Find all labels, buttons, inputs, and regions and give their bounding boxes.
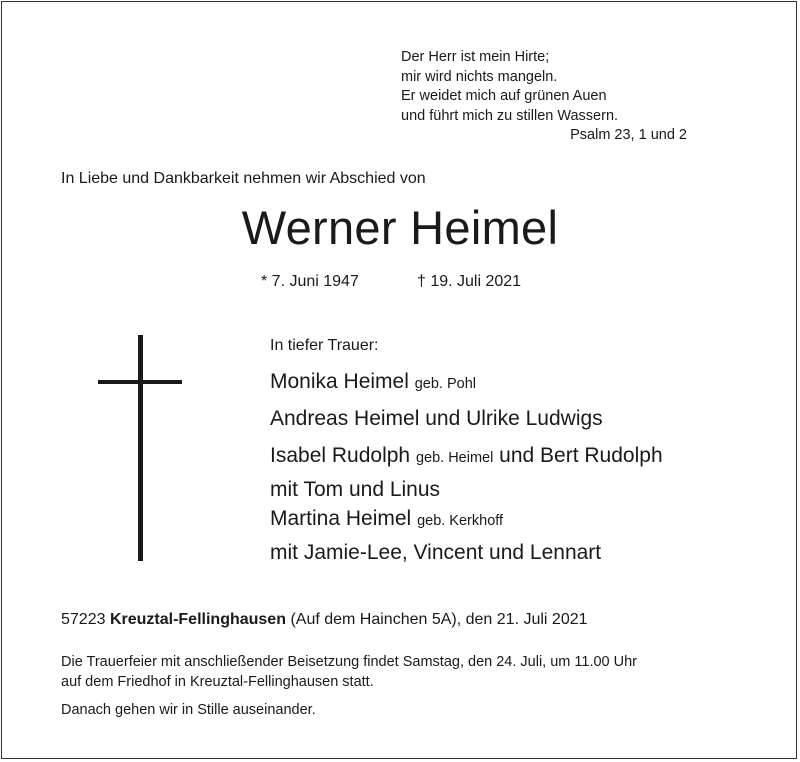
mourner-name: Andreas Heimel und Ulrike Ludwigs [270,407,603,430]
cross-vertical-bar [138,335,143,561]
verse-line: mir wird nichts mangeln. [401,68,558,85]
mourner-children: mit Jamie-Lee, Vincent und Lennart [270,541,602,564]
mourner-name: Monika Heimel [270,370,409,393]
verse-line: und führt mich zu stillen Wassern. [401,107,619,124]
funeral-info-line: Die Trauerfeier mit anschließender Beisetzung findet Samstag, den 24. Juli, um 11.00 Uhr [61,654,637,670]
verse-line: Er weidet mich auf grünen Auen [401,88,607,104]
birth-date: * 7. Juni 1947 [261,273,359,290]
verse-line: Der Herr ist mein Hirte; [401,49,550,65]
mourner-children: mit Tom und Linus [270,478,441,501]
death-date: † 19. Juli 2021 [417,273,522,290]
mourners-heading: In tiefer Trauer: [270,337,379,354]
mourner-birth-name: geb. Kerkhoff [417,513,504,529]
town: Kreuztal-Fellinghausen [109,611,286,628]
funeral-info-line: auf dem Friedhof in Kreuztal-Fellinghausen statt. [61,674,374,690]
address-date: (Auf dem Hainchen 5A), den 21. Juli 2021 [290,611,588,628]
mourner-entry [270,403,603,434]
closing-text: Danach gehen wir in Stille auseinander. [61,702,316,718]
psalm-verse [401,48,687,146]
mourner-birth-name: geb. Heimel [415,450,494,466]
mourner-name: Martina Heimel [270,507,412,530]
mourner-birth-name: geb. Pohl [414,376,477,392]
cross-horizontal-bar [98,380,182,384]
funeral-info [61,652,637,692]
deceased-name: Werner Heimel [241,201,559,254]
place-date-line [61,611,588,629]
intro-text: In Liebe und Dankbarkeit nehmen wir Abschied von [61,170,426,187]
verse-reference: Psalm 23, 1 und 2 [570,127,687,143]
mourner-partner: und Bert Rudolph [499,444,663,467]
postcode: 57223 [61,611,106,628]
mourner-entry [270,366,476,400]
mourner-entry [270,503,601,568]
mourner-name: Isabel Rudolph [270,444,411,467]
mourner-entry [270,440,663,505]
